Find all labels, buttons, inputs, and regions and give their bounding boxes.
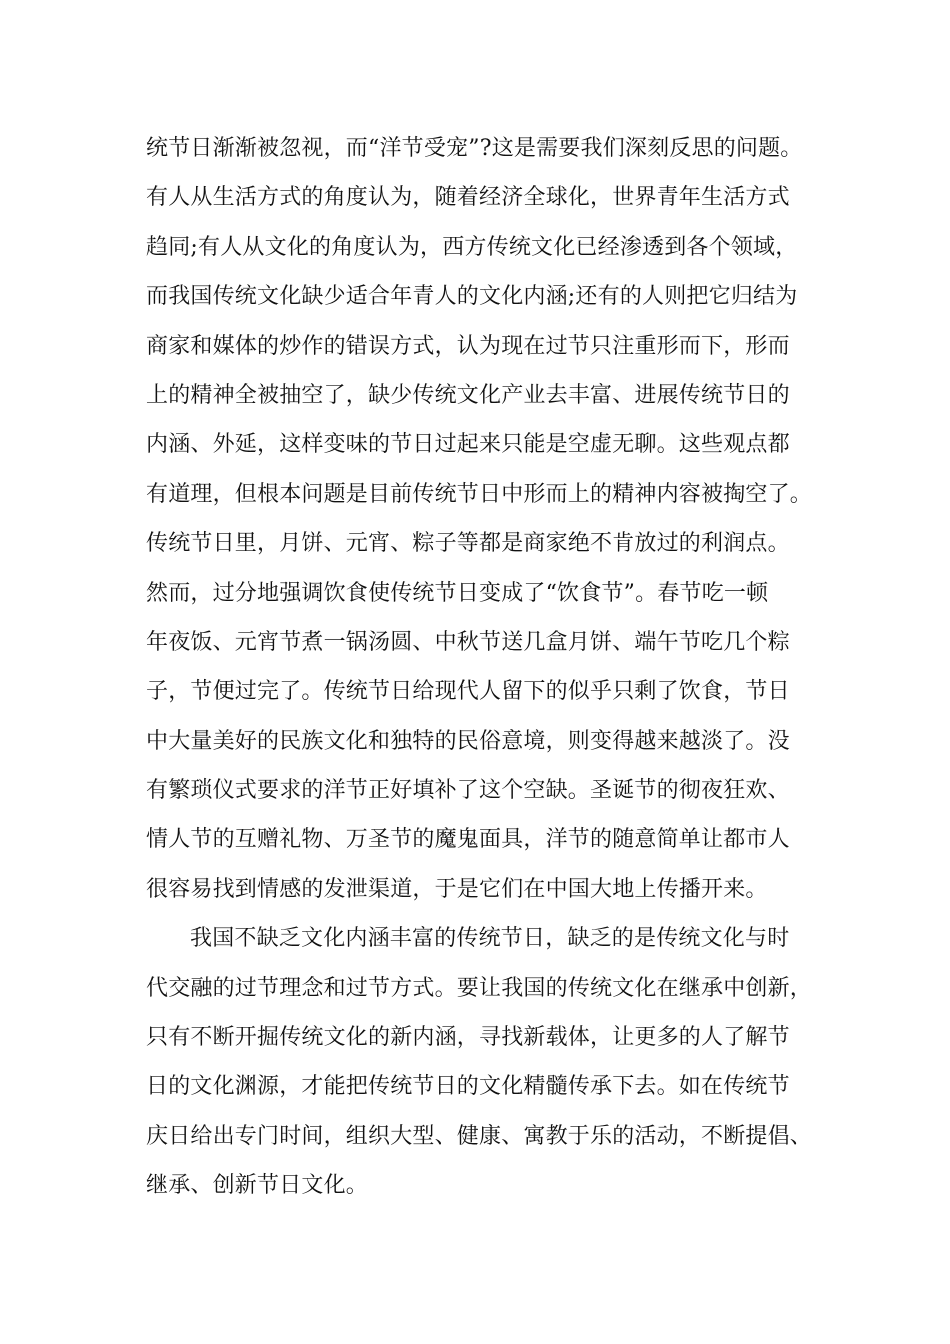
text-line: 继承、创新节日文化。 xyxy=(146,1173,369,1199)
text-line: 日的文化渊源，才能把传统节日的文化精髓传承下去。如在传统节 xyxy=(146,1074,790,1100)
text-line: 有繁琐仪式要求的洋节正好填补了这个空缺。圣诞节的彻夜狂欢、 xyxy=(146,778,790,804)
text-line: 上的精神全被抽空了，缺少传统文化产业去丰富、进展传统节日的 xyxy=(146,382,790,408)
text-line: 统节日渐渐被忽视，而“洋节受宠”?这是需要我们深刻反思的问题。 xyxy=(146,136,803,161)
text-line: 子，节便过完了。传统节日给现代人留下的似乎只剩了饮食，节日 xyxy=(146,679,790,705)
text-line: 内涵、外延，这样变味的节日过起来只能是空虚无聊。这些观点都 xyxy=(146,432,790,458)
paragraph-1 xyxy=(146,124,826,914)
text-line: 商家和媒体的炒作的错误方式，认为现在过节只注重形而下，形而 xyxy=(146,333,790,359)
text-line: 有道理，但根本问题是目前传统节日中形而上的精神内容被掏空了。 xyxy=(146,481,813,507)
text-line: 然而，过分地强调饮食使传统节日变成了“饮食节”。春节吃一顿 xyxy=(146,580,769,606)
text-line: 只有不断开掘传统文化的新内涵，寻找新载体，让更多的人了解节 xyxy=(146,1025,790,1051)
text-line: 而我国传统文化缺少适合年青人的文化内涵;还有的人则把它归结为 xyxy=(146,284,798,310)
text-line: 代交融的过节理念和过节方式。要让我国的传统文化在继承中创新， xyxy=(146,975,813,1001)
text-line: 有人从生活方式的角度认为，随着经济全球化，世界青年生活方式 xyxy=(146,185,790,211)
text-line-indented: 我国不缺乏文化内涵丰富的传统节日，缺乏的是传统文化与时 xyxy=(190,926,790,952)
text-line: 庆日给出专门时间，组织大型、健康、寓教于乐的活动，不断提倡、 xyxy=(146,1123,813,1149)
body-text xyxy=(146,124,826,1211)
text-line: 年夜饭、元宵节煮一锅汤圆、中秋节送几盒月饼、端午节吃几个粽 xyxy=(146,629,790,655)
text-line: 中大量美好的民族文化和独特的民俗意境，则变得越来越淡了。没 xyxy=(146,728,790,754)
text-line: 趋同;有人从文化的角度认为，西方传统文化已经渗透到各个领域， xyxy=(146,234,798,260)
text-line: 很容易找到情感的发泄渠道，于是它们在中国大地上传播开来。 xyxy=(146,876,768,902)
text-line: 情人节的互赠礼物、万圣节的魔鬼面具，洋节的随意简单让都市人 xyxy=(146,827,790,853)
paragraph-2 xyxy=(146,914,826,1210)
text-line: 传统节日里，月饼、元宵、粽子等都是商家绝不肯放过的利润点。 xyxy=(146,531,790,557)
